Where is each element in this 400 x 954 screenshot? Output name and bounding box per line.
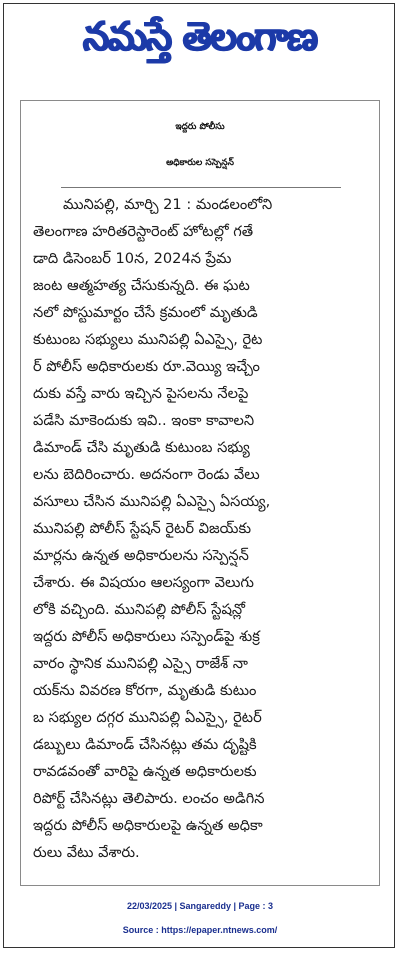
article-text-line: డాది డిసెంబర్ 10న, 2024న ప్రేమ [33,250,232,267]
date-edition-page: 22/03/2025 | Sangareddy | Page : 3 [126,901,274,911]
article-text-line: కుటుంబ సభ్యులు మునిపల్లి ఏఎస్సై, రైట [33,331,263,348]
article-text-line: రులు వేటు వేశారు. [33,844,140,861]
headline-divider [61,187,341,188]
headline-line: అధికారుల సస్పెన్షన్ [166,158,234,168]
article-text-line: డబ్బులు డిమాండ్ చేసినట్లు తమ దృష్టికి [33,736,257,753]
article-text-line: వసూలు చేసిన మునిపల్లి ఏఎస్సై ఏసయ్య, [33,493,271,510]
article-text-line: పడేసి మాకెందుకు ఇవి.. ఇంకా కావాలని [33,412,255,429]
article-headline [21,109,379,181]
article-text-line: ఇద్దరు పోలీస్ అధికారులు సస్పెండ్‌పై శుక్ర [33,628,260,645]
article-text-line: ఇద్దరు పోలీస్ అధికారులపై ఉన్నత అధికా [33,817,263,834]
article-text-line: మునిపల్లి పోలీస్ స్టేషన్ రైటర్ విజయ్‌కు [33,520,252,537]
article-body [33,191,369,866]
article-text-line: రిపోర్ట్ చేసినట్లు తెలిపారు. లంచం అడిగిన [33,790,265,807]
article-text-line: లను బెదిరించారు. అదనంగా రెండు వేలు [33,466,260,483]
article-text-line: లోకి వచ్చింది. మునిపల్లి పోలీస్ స్టేషన్లో [33,601,245,618]
article-text-line: బ సభ్యుల దగ్గర మునిపల్లి ఏఎస్సై, రైటర్ [33,709,262,726]
masthead-title: నమస్తే తెలంగాణ [83,14,317,60]
article-text-line: రావడవంతో వారిపై ఉన్నత అధికారులకు [33,763,257,780]
article-text-line: డిమాండ్ చేసి మృతుడి కుటుంబ సభ్యు [33,439,250,456]
article-clipping [20,100,380,886]
article-text-line: యక్‌ను వివరణ కోరగా, మృతుడి కుటుం [33,682,257,699]
newspaper-masthead [0,4,400,70]
source-footer [0,894,400,942]
article-text-line: ర్ పోలీస్ అధికారులకు రూ.వెయ్యి ఇచ్చేం [33,358,260,375]
article-text-line: జంట ఆత్మహత్య చేసుకున్నది. ఈ ఘట [33,277,250,294]
article-text-line: మునిపల్లి, మార్చి 21 : మండలంలోని [63,196,273,213]
article-text-line: దుకు వస్తే వారు ఇచ్చిన పైసలను నేలపై [33,385,249,402]
article-text-line: చేశారు. ఈ విషయం ఆలస్యంగా వెలుగు [33,574,254,591]
article-text-line: నలో పోస్టుమార్టం చేసే క్రమంలో మృతుడి [33,304,258,321]
source-url: Source : https://epaper.ntnews.com/ [122,925,278,935]
article-text-line: మార్లను ఉన్నత అధికారులను సస్పెన్షన్ [33,547,249,564]
article-text-line: వారం స్థానిక మునిపల్లి ఎస్సై రాజేశ్ నా [33,655,248,672]
article-text-line: తెలంగాణ హరితరెస్టారెంట్ హోటల్లో గతే [33,223,254,240]
headline-line: ఇద్దరు పోలీసు [175,122,225,132]
